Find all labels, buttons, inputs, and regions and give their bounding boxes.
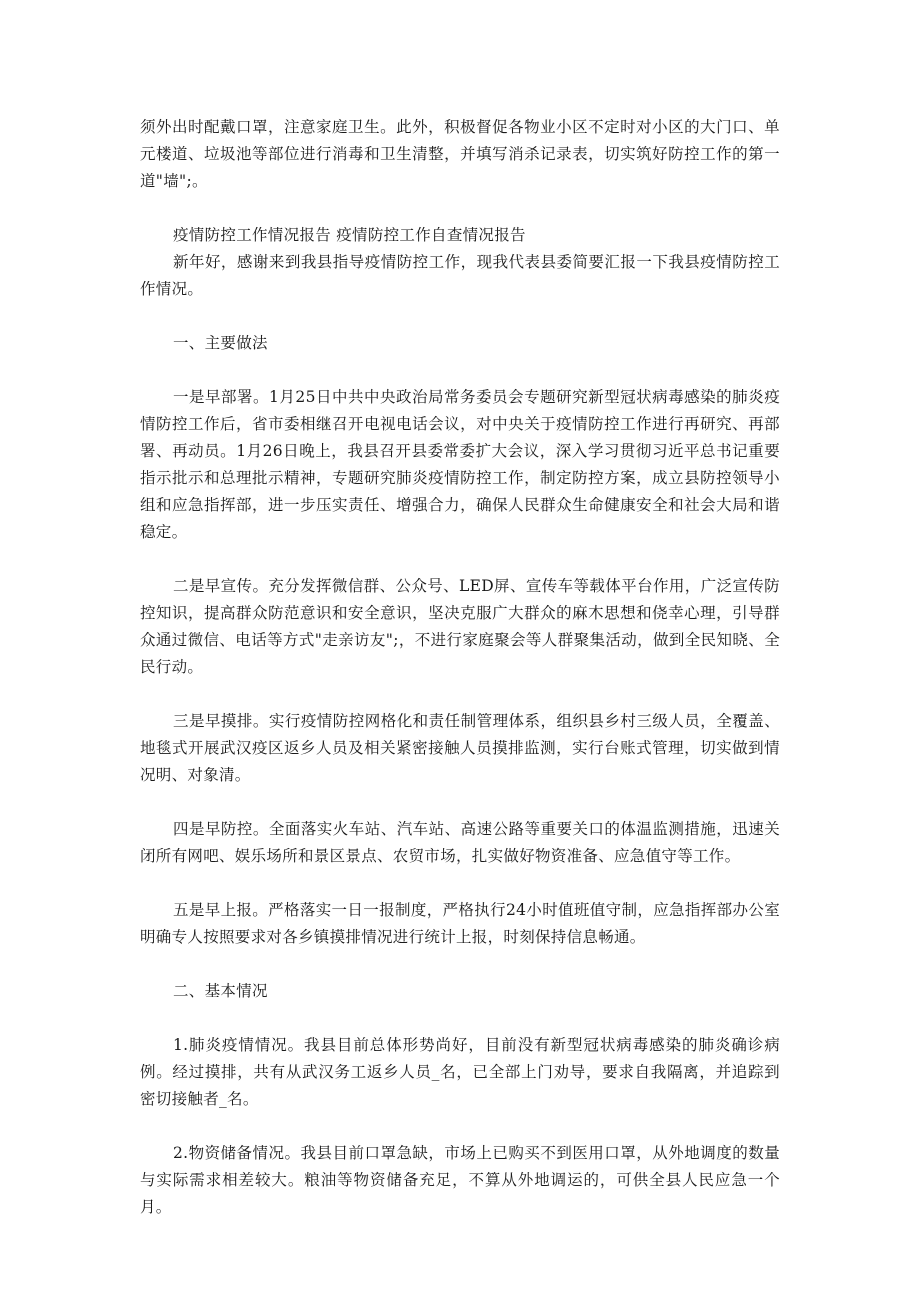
- paragraph-early-screening: 三是早摸排。实行疫情防控网格化和责任制管理体系，组织县乡村三级人员，全覆盖、地毯式开展武汉疫区返乡人员及相关紧密接触人员摸排监测，实行台账式管理，切实做到情况明、对象清。: [140, 712, 780, 784]
- paragraph-early-control: 四是早防控。全面落实火车站、汽车站、高速公路等重要关口的体温监测措施，迅速关闭所有网吧、娱乐场所和景区景点、农贸市场，扎实做好物资准备、应急值守等工作。: [140, 820, 780, 865]
- paragraph-greeting: 新年好，感谢来到我县指导疫情防控工作，现我代表县委简要汇报一下我县疫情防控工作情况。: [140, 253, 780, 298]
- paragraph-early-publicity: 二是早宣传。充分发挥微信群、公众号、LED屏、宣传车等载体平台作用，广泛宣传防控知识，提高群众防范意识和安全意识，坚决克服广大群众的麻木思想和侥幸心理，引导群众通过微信、电话等方式"走亲访友";，不进行家庭聚会等人群聚集活动，做到全民知晓、全民行动。: [140, 577, 780, 676]
- section-heading-basic-situation: 二、基本情况: [173, 982, 268, 1000]
- paragraph-early-reporting: 五是早上报。严格落实一日一报制度，严格执行24小时值班值守制，应急指挥部办公室明确专人按照要求对各乡镇摸排情况进行统计上报，时刻保持信息畅通。: [140, 901, 780, 946]
- report-title: 疫情防控工作情况报告 疫情防控工作自查情况报告: [173, 226, 526, 244]
- paragraph-intro-continuation: 须外出时配戴口罩，注意家庭卫生。此外，积极督促各物业小区不定时对小区的大门口、单元楼道、垃圾池等部位进行消毒和卫生清整，并填写消杀记录表，切实筑好防控工作的第一道"墙";。: [140, 118, 780, 190]
- paragraph-supplies-reserve: 2.物资储备情况。我县目前口罩急缺，市场上已购买不到医用口罩，从外地调度的数量与实际需求相差较大。粮油等物资储备充足，不算从外地调运的，可供全县人民应急一个月。: [140, 1144, 780, 1216]
- paragraph-epidemic-situation: 1.肺炎疫情情况。我县目前总体形势尚好，目前没有新型冠状病毒感染的肺炎确诊病例。经过摸排，共有从武汉务工返乡人员_名，已全部上门劝导，要求自我隔离，并追踪到密切接触者_名。: [140, 1036, 780, 1108]
- section-heading-main-practices: 一、主要做法: [173, 334, 268, 352]
- paragraph-early-deployment: 一是早部署。1月25日中共中央政治局常务委员会专题研究新型冠状病毒感染的肺炎疫情防控工作后，省市委相继召开电视电话会议，对中央关于疫情防控工作进行再研究、再部署、再动员。1月26日晚上，我县召开县委常委扩大会议，深入学习贯彻习近平总书记重要指示批示和总理批示精神，专题研究肺炎疫情防控工作，制定防控方案，成立县防控领导小组和应急指挥部，进一步压实责任、增强合力，确保人民群众生命健康安全和社会大局和谐稳定。: [140, 388, 780, 541]
